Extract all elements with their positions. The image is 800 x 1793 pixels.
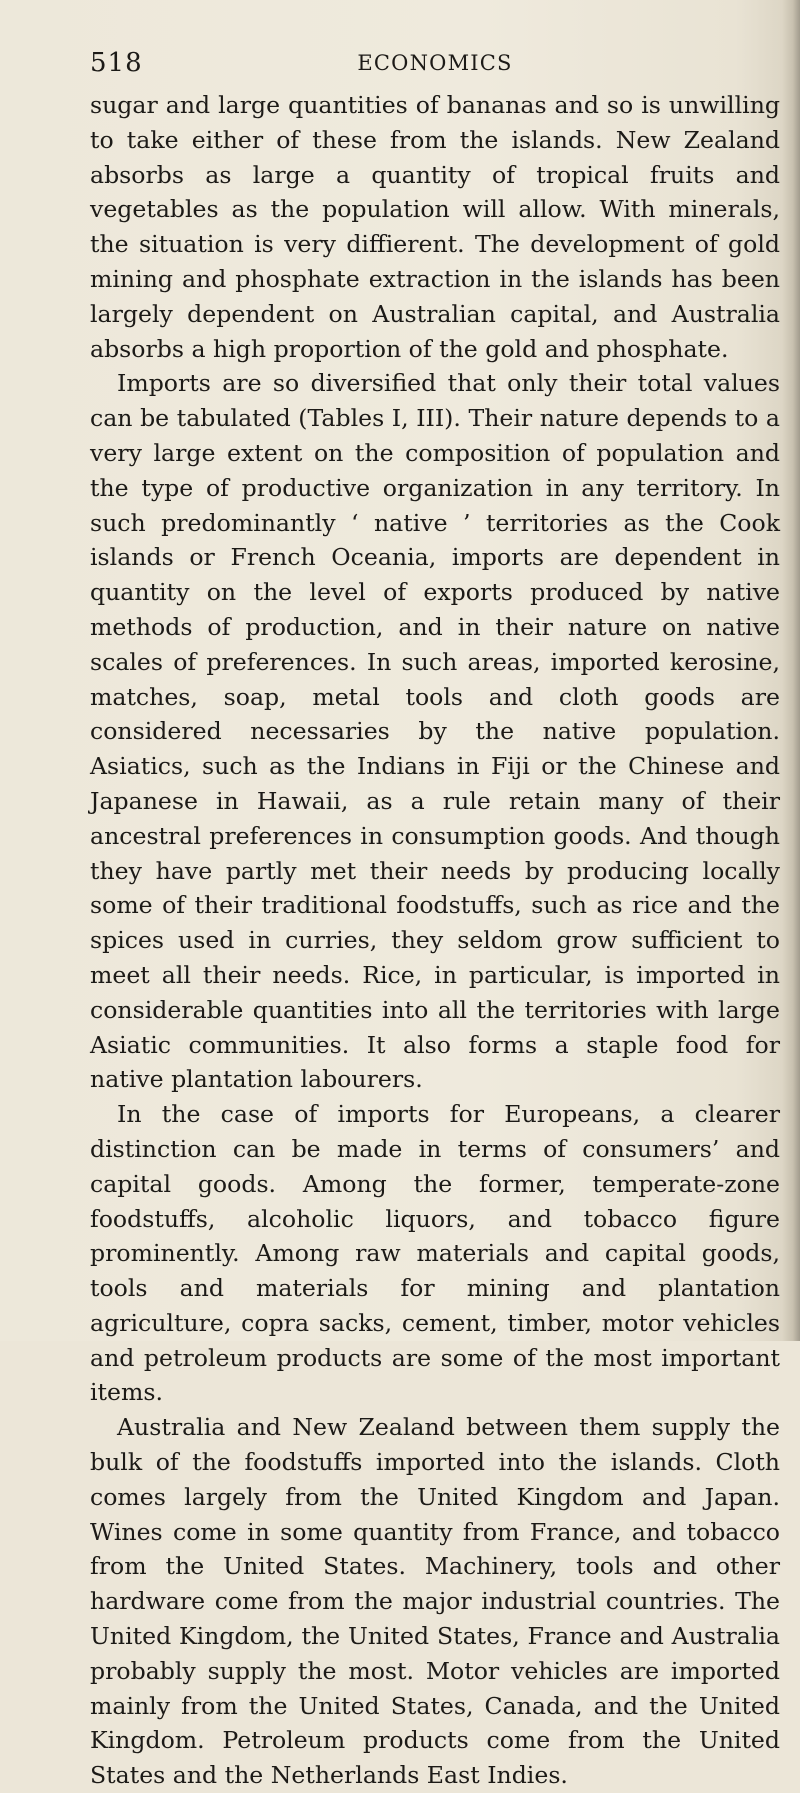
page-edge-shadow <box>782 0 800 1341</box>
paragraph-continued: sugar and large quantities of bananas and so is unwilling to take either of these from the islands. New Zealand absorbs as large a quantity of tropical fruits and vegetables as the population will allow. With minerals, the situation is very diffierent. The development of gold mining and phosphate extraction in the islands has been largely dependent on Australian capital, and Australia absorbs a high proportion of the gold and phosphate. <box>90 91 780 363</box>
page-number: 518 <box>90 48 143 78</box>
paragraph-europeans: In the case of imports for Europeans, a clearer distinction can be made in terms of consumers’ and capital goods. Among the former, temperate-zone foodstuffs, alcoholic liquors, and tobacco figure prominently. Among raw materials and capital goods, tools and materials for mining and plantation agriculture, copra sacks, cement, timber, motor vehicles and petroleum products are some of the most important items. <box>90 1100 780 1407</box>
body-text <box>90 88 780 1793</box>
page-header <box>90 48 780 88</box>
paragraph-imports: Imports are so diversified that only their total values can be tabulated (Tables I, III). Their nature depends to a very large extent on the composition of population and the type of productive organization in any territory. In such predominantly ‘ native ’ territories as the Cook islands or French Oceania, imports are dependent in quantity on the level of exports produced by native methods of production, and in their nature on native scales of preferences. In such areas, imported kerosine, matches, soap, metal tools and cloth goods are considered necessaries by the native population. Asiatics, such as the Indians in Fiji or the Chinese and Japanese in Hawaii, as a rule retain many of their ancestral preferences in consumption goods. And though they have partly met their needs by producing locally some of their traditional foodstuffs, such as rice and the spices used in curries, they seldom grow sufficient to meet all their needs. Rice, in particular, is imported in considerable quantities into all the territories with large Asiatic communities. It also forms a staple food for native plantation labourers. <box>90 369 780 1094</box>
paragraph-suppliers: Australia and New Zealand between them supply the bulk of the foodstuffs imported into the islands. Cloth comes largely from the United Kingdom and Japan. Wines come in some quantity from France, and tobacco from the United States. Machinery, tools and other hardware come from the major industrial countries. The United Kingdom, the United States, France and Australia probably supply the most. Motor vehicles are imported mainly from the United States, Canada, and the United Kingdom. Petroleum products come from the United States and the Netherlands East Indies. <box>90 1413 780 1790</box>
running-head: ECONOMICS <box>357 51 513 75</box>
